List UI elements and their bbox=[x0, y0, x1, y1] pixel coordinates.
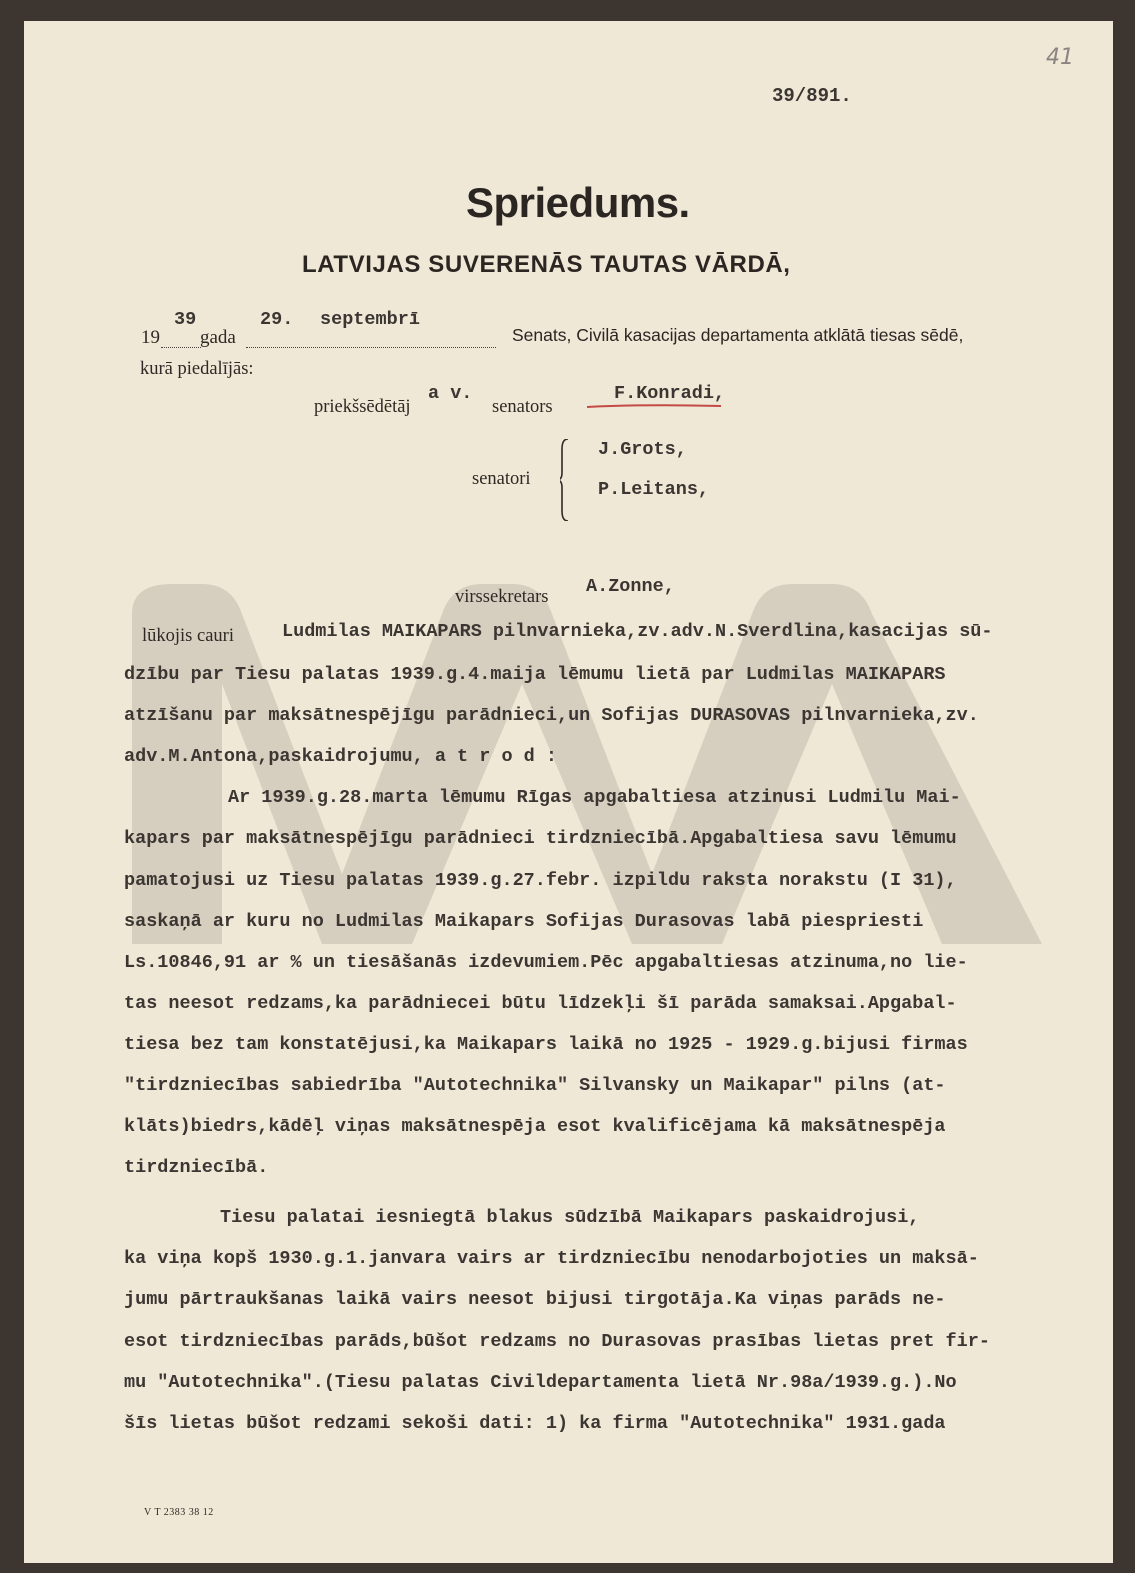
red-pencil-underline bbox=[587, 404, 721, 409]
reference-number: 39/891. bbox=[772, 85, 852, 107]
senator-2-typed: P.Leitans, bbox=[598, 479, 710, 500]
gada-label: gada bbox=[200, 327, 236, 348]
document-title: Spriedums. bbox=[466, 179, 690, 226]
secretary-name-typed: A.Zonne, bbox=[586, 576, 675, 597]
body-line-17: jumu pārtraukšanas laikā vairs neesot bijusi tirgotāja.Ka viņas parāds ne- bbox=[124, 1289, 946, 1310]
body-line-3: atzīšanu par maksātnespējīgu parādnieci,un Sofijas DURASOVAS pilnvarnieka,zv. bbox=[124, 705, 979, 726]
body-line-8: saskaņā ar kuru no Ludmilas Maikapars Sofijas Durasovas labā piespriesti bbox=[124, 911, 924, 932]
date-year-typed: 39 bbox=[174, 309, 197, 330]
body-line-5: Ar 1939.g.28.marta lēmumu Rīgas apgabaltiesa atzinusi Ludmilu Mai- bbox=[228, 787, 961, 808]
body-line-14: tirdzniecībā. bbox=[124, 1157, 269, 1178]
body-line-13: klāts)biedrs,kādēļ viņas maksātnespēja esot kvalificējama kā maksātnespēja bbox=[124, 1116, 946, 1137]
senators-label: senatori bbox=[472, 469, 531, 489]
date-dotted-line bbox=[246, 347, 496, 348]
body-line-11: tiesa bez tam konstatējusi,ka Maikapars laikā no 1925 - 1929.g.bijusi firmas bbox=[124, 1034, 968, 1055]
body-line-18: esot tirdzniecības parāds,būšot redzams no Durasovas prasības lietas pret fir- bbox=[124, 1331, 990, 1352]
year-dotted-line bbox=[161, 347, 201, 348]
body-line-16: ka viņa kopš 1930.g.1.janvara vairs ar tirdzniecību nenodarbojoties un maksā- bbox=[124, 1248, 979, 1269]
senator-label: senators bbox=[492, 397, 553, 417]
chair-suffix-typed: a v. bbox=[428, 383, 473, 404]
document-subtitle: LATVIJAS SUVERENĀS TAUTAS VĀRDĀ, bbox=[302, 251, 791, 278]
date-year-prefix: 19 bbox=[141, 327, 160, 348]
body-lead-label: lūkojis cauri bbox=[142, 626, 234, 646]
body-line-15: Tiesu palatai iesniegtā blakus sūdzībā Maikapars paskaidrojusi, bbox=[220, 1207, 920, 1228]
body-line-10: tas neesot redzams,ka parādniecei būtu līdzekļi šī parāda samaksai.Apgabal- bbox=[124, 993, 957, 1014]
date-day-typed: 29. bbox=[260, 309, 294, 330]
chair-label: priekšsēdētāj bbox=[314, 397, 411, 417]
pencil-page-number: 41 bbox=[1046, 45, 1074, 70]
body-line-2: dzību par Tiesu palatas 1939.g.4.maija lēmumu lietā par Ludmilas MAIKAPARS bbox=[124, 664, 946, 685]
senator-1-typed: J.Grots, bbox=[598, 439, 687, 460]
body-line-1: Ludmilas MAIKAPARS pilnvarnieka,zv.adv.N.Sverdlina,kasacijas sū- bbox=[282, 621, 993, 642]
body-line-9: Ls.10846,91 ar % un tiesāšanās izdevumiem.Pēc apgabaltiesas atzinuma,no lie- bbox=[124, 952, 968, 973]
secretary-label: virssekretars bbox=[455, 587, 549, 607]
document-page bbox=[24, 21, 1113, 1563]
body-line-19: mu "Autotechnika".(Tiesu palatas Civildepartamenta lietā Nr.98a/1939.g.).No bbox=[124, 1372, 957, 1393]
body-line-12: "tirdzniecības sabiedrība "Autotechnika" Silvansky un Maikapar" pilns (at- bbox=[124, 1075, 946, 1096]
date-month-typed: septembrī bbox=[320, 309, 420, 330]
body-line-20: šīs lietas būšot redzami sekoši dati: 1) ka firma "Autotechnika" 1931.gada bbox=[124, 1413, 946, 1434]
senators-brace bbox=[560, 439, 570, 521]
court-session-text: Senats, Civilā kasacijas departamenta atklātā tiesas sēdē, bbox=[512, 325, 964, 345]
composition-intro: kurā piedalījās: bbox=[140, 359, 254, 379]
body-line-7: pamatojusi uz Tiesu palatas 1939.g.27.febr. izpildu raksta norakstu (I 31), bbox=[124, 870, 957, 891]
print-code: V T 2383 38 12 bbox=[144, 1507, 214, 1518]
body-line-6: kapars par maksātnespējīgu parādnieci tirdzniecībā.Apgabaltiesa savu lēmumu bbox=[124, 828, 957, 849]
body-line-4: adv.M.Antona,paskaidrojumu, a t r o d : bbox=[124, 746, 557, 767]
chair-name-typed: F.Konradi, bbox=[614, 383, 726, 404]
